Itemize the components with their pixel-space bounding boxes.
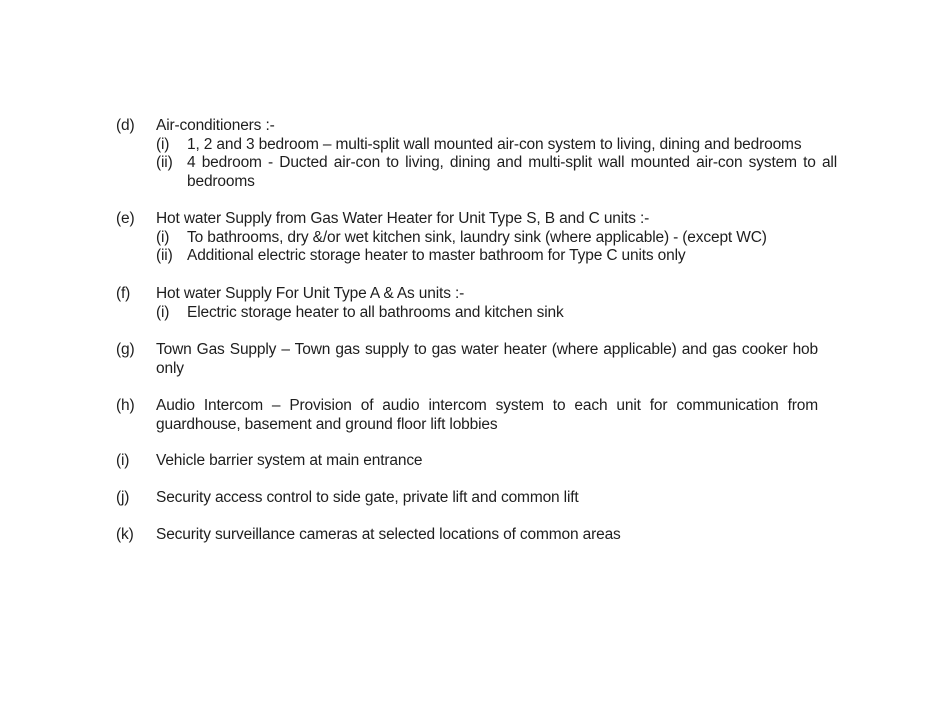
item-label: (i)	[116, 452, 130, 469]
item-label: (k)	[116, 526, 134, 543]
sub-item	[156, 136, 837, 155]
sub-item	[156, 229, 837, 248]
item-heading: Hot water Supply from Gas Water Heater for Unit Type S, B and C units :-	[156, 210, 650, 227]
sub-item-label: (i)	[156, 135, 170, 153]
sub-item-label: (ii)	[156, 247, 173, 264]
sub-item-text: To bathrooms, dry &/or wet kitchen sink, laundry sink (where applicable) - (except WC)	[187, 228, 767, 246]
sub-item-label: (i)	[156, 228, 170, 246]
item-body	[156, 210, 818, 266]
sub-item-text: 1, 2 and 3 bedroom – multi-split wall mounted air-con system to living, dining and bedrooms	[187, 135, 802, 153]
item-label: (j)	[116, 489, 130, 506]
item-body	[156, 117, 837, 191]
item-label: (h)	[116, 397, 135, 414]
item-text: Security access control to side gate, private lift and common lift	[156, 489, 579, 506]
item-heading: Hot water Supply For Unit Type A & As units :-	[156, 285, 465, 302]
item-label: (d)	[116, 117, 135, 134]
item-label: (e)	[116, 210, 135, 227]
item-label: (f)	[116, 285, 131, 302]
item-text: Town Gas Supply – Town gas supply to gas water heater (where applicable) and gas cooker hob only	[156, 341, 818, 377]
sub-item-text: Electric storage heater to all bathrooms and kitchen sink	[187, 303, 564, 321]
sub-item-text: 4 bedroom - Ducted air-con to living, dining and multi-split wall mounted air-con system to all bedrooms	[187, 154, 837, 190]
item-text: Vehicle barrier system at main entrance	[156, 452, 423, 469]
item-text: Audio Intercom – Provision of audio intercom system to each unit for communication from guardhouse, basement and ground floor lift lobbies	[156, 397, 818, 433]
sub-item-text: Additional electric storage heater to master bathroom for Type C units only	[187, 247, 686, 264]
item-text: Security surveillance cameras at selected locations of common areas	[156, 526, 621, 543]
item-heading: Air-conditioners :-	[156, 117, 275, 134]
item-label: (g)	[116, 341, 135, 358]
item-body	[156, 285, 818, 322]
sub-item	[156, 154, 837, 191]
sub-item-label: (ii)	[156, 154, 173, 171]
sub-item-label: (i)	[156, 303, 170, 321]
sub-item	[156, 304, 837, 323]
sub-item	[156, 247, 837, 266]
